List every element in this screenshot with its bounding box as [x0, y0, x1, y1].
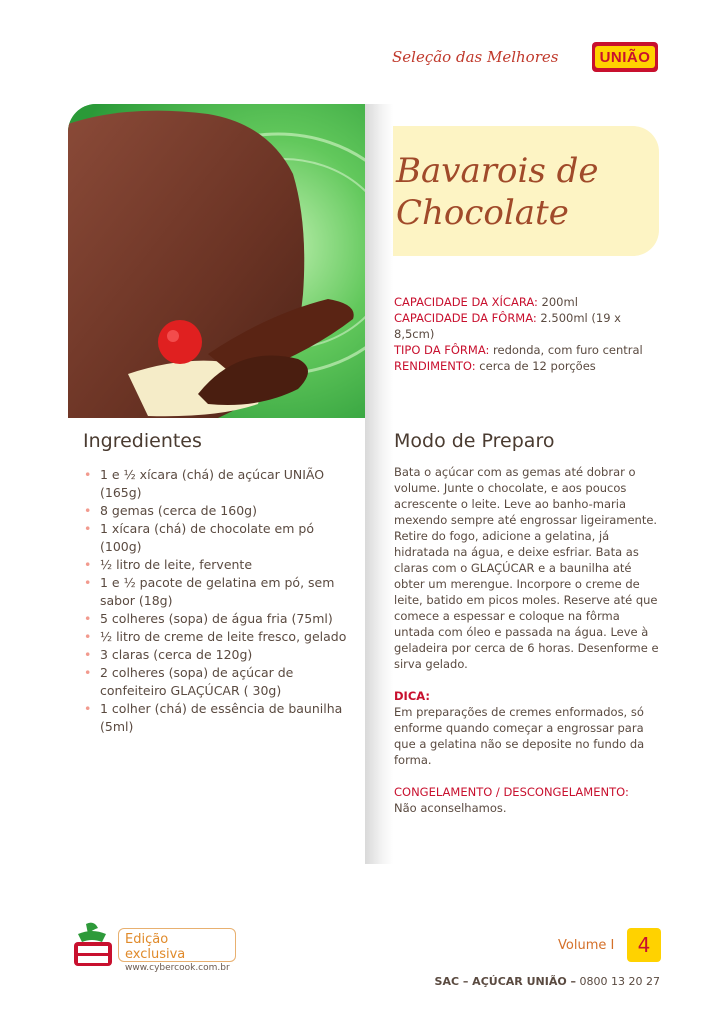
ingredient-text: 5 colheres (sopa) de água fria (75ml): [100, 611, 333, 626]
ingredient-text: 8 gemas (cerca de 160g): [100, 503, 257, 518]
spec-label: CAPACIDADE DA FÔRMA:: [394, 311, 537, 325]
ingredient-text: 2 colheres (sopa) de açúcar de confeiteiro GLAÇÚCAR ( 30g): [100, 665, 294, 698]
ingredient-text: 1 e ½ pacote de gelatina em pó, sem sabor (18g): [100, 575, 335, 608]
recipe-photo: [68, 104, 365, 418]
sac-contact: [435, 975, 660, 988]
list-item: [84, 574, 354, 610]
list-item: [84, 556, 354, 574]
bullet-icon: •: [84, 467, 92, 482]
bullet-icon: •: [84, 629, 92, 644]
ingredient-text: 1 e ½ xícara (chá) de açúcar UNIÃO (165g): [100, 467, 325, 500]
column-divider: [365, 104, 393, 864]
tip-text: Em preparações de cremes enformados, só enforme quando começar a engrossar para que a gelatina não se deposite no fundo da forma.: [394, 705, 645, 767]
list-item: [84, 610, 354, 628]
sac-label: SAC – AÇÚCAR UNIÃO –: [434, 975, 577, 988]
brand-tagline: Seleção das Melhores: [392, 48, 559, 66]
list-item: [84, 700, 354, 736]
bullet-icon: •: [84, 647, 92, 662]
list-item: [84, 520, 354, 556]
edition-url[interactable]: www.cybercook.com.br: [125, 963, 230, 973]
recipe-title-line2: Chocolate: [396, 193, 569, 233]
list-item: [84, 502, 354, 520]
bullet-icon: •: [84, 503, 92, 518]
spec-label: RENDIMENTO:: [394, 359, 476, 373]
uniao-logo: [592, 42, 658, 72]
list-item: [84, 628, 354, 646]
freeze-text: Não aconselhamos.: [394, 801, 507, 815]
tip-title: DICA:: [394, 689, 430, 703]
ingredient-text: ½ litro de creme de leite fresco, gelado: [100, 629, 347, 644]
spec-value: redonda, com furo central: [489, 343, 643, 357]
preparation-body: [394, 464, 660, 816]
spec-yield: [394, 358, 656, 374]
list-item: [84, 646, 354, 664]
freeze-title: CONGELAMENTO / DESCONGELAMENTO:: [394, 785, 629, 799]
ingredients-list: [84, 466, 354, 736]
ingredient-text: 3 claras (cerca de 120g): [100, 647, 253, 662]
recipe-title-line1: Bavarois de: [396, 151, 599, 191]
spec-pan-capacity: [394, 310, 656, 342]
recipe-title: [396, 150, 598, 234]
list-item: [84, 466, 354, 502]
spec-pan-type: [394, 342, 656, 358]
spec-value: 2.500ml (19 x 8,5cm): [394, 311, 621, 341]
ingredients-heading: Ingredientes: [83, 430, 202, 452]
edition-title: Edição exclusiva: [125, 932, 186, 962]
ingredient-text: 1 xícara (chá) de chocolate em pó (100g): [100, 521, 314, 554]
recipe-specs: [394, 294, 656, 374]
bullet-icon: •: [84, 521, 92, 536]
uniao-logo-text: UNIÃO: [595, 46, 655, 68]
preparation-heading: Modo de Preparo: [394, 430, 555, 452]
ingredient-text: ½ litro de leite, fervente: [100, 557, 253, 572]
bullet-icon: •: [84, 557, 92, 572]
volume-label: Volume I: [558, 938, 615, 953]
spec-cup-capacity: [394, 294, 656, 310]
preparation-text: Bata o açúcar com as gemas até dobrar o volume. Junte o chocolate, e aos poucos acrescente o leite. Leve ao banho-maria mexendo sempre até engrossar ligeiramente. Retire do fogo, adicione a gelatina, já hidratada na água, e deixe esfriar. Bata as claras com o GLAÇÚCAR e a baunilha até obter um merengue. Incorpore o creme de leite, batido em picos moles. Reserve até que comece a espessar e coloque na fôrma untada com óleo e passada na água. Leve à geladeira por cerca de 6 horas. Desenforme e sirva gelado.: [394, 465, 659, 671]
spec-value: 200ml: [537, 295, 578, 309]
page-number: 4: [627, 928, 661, 962]
bullet-icon: •: [84, 611, 92, 626]
spec-label: CAPACIDADE DA XÍCARA:: [394, 295, 538, 309]
list-item: [84, 664, 354, 700]
sac-phone: 0800 13 20 27: [576, 975, 660, 988]
edition-badge: [118, 928, 236, 973]
cybercook-logo-icon: [72, 920, 114, 968]
bullet-icon: •: [84, 701, 92, 716]
bullet-icon: •: [84, 575, 92, 590]
spec-value: cerca de 12 porções: [475, 359, 596, 373]
spec-label: TIPO DA FÔRMA:: [394, 343, 490, 357]
ingredient-text: 1 colher (chá) de essência de baunilha (5ml): [100, 701, 343, 734]
bullet-icon: •: [84, 665, 92, 680]
